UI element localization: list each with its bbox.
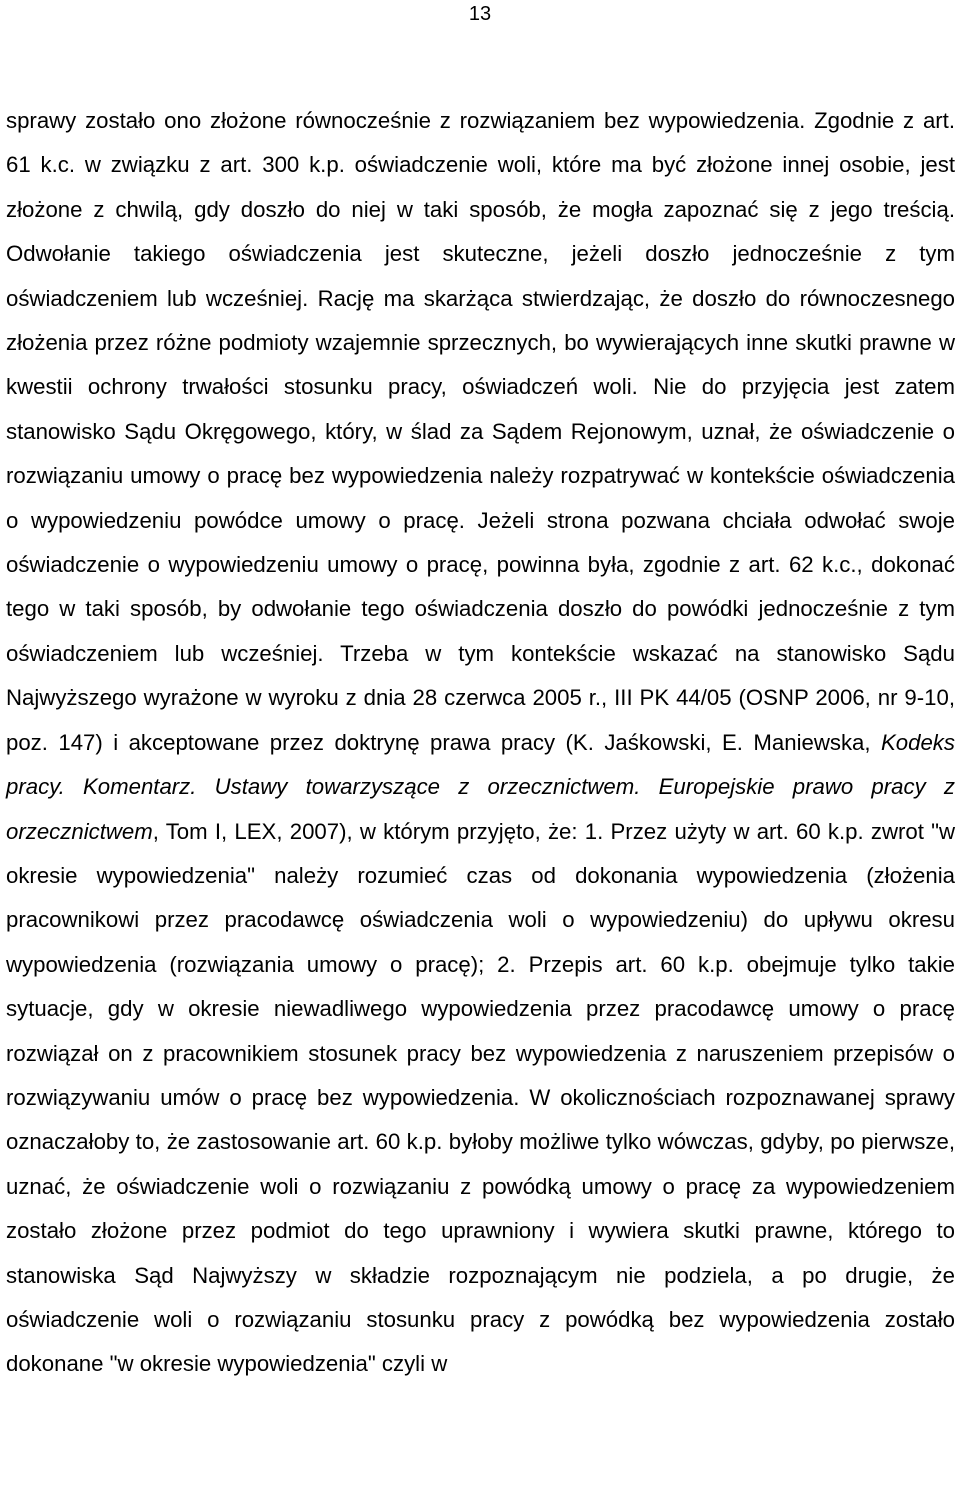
text-segment-3: , Tom I, LEX, 2007), w którym przyjęto, że: 1. Przez użyty w art. 60 k.p. zwrot "w okresie wypowiedzenia" należy rozumieć czas od dokonania wypowiedzenia (złożenia pracownikowi przez pracodawcę oświadczenia woli o wypowiedzeniu) do upływu okresu wypowiedzenia (rozwiązania umowy o pracę); 2. Przepis art. 60 k.p. obejmuje tylko takie sytuacje, gdy w okresie niewadliwego wypowiedzenia przez pracodawcę umowy o pracę rozwiązał on z pracownikiem stosunek pracy bez wypowiedzenia z naruszeniem przepisów o rozwiązywaniu umów o pracę bez wypowiedzenia. W okolicznościach rozpoznawanej sprawy oznaczałoby to, że zastosowanie art. 60 k.p. byłoby możliwe tylko wówczas, gdyby, po pierwsze, uznać, że oświadczenie woli o rozwiązaniu z powódką umowy o pracę za wypowiedzeniem zostało złożone przez podmiot do tego uprawniony i wywiera skutki prawne, którego to stanowiska Sąd Najwyższy w składzie rozpoznającym nie podziela, a po drugie, że oświadczenie woli o rozwiązaniu stosunku pracy z powódką bez wypowiedzenia zostało dokonane "w okresie wypowiedzenia" czyli w [6,818,955,1377]
text-segment-2-italic: Kodeks pracy. Komentarz. Ustawy towarzyszące z orzecznictwem. Europejskie prawo pracy z orzecznictwem [6,729,955,844]
body-paragraph [6,99,955,1387]
text-segment-1: sprawy zostało ono złożone równocześnie z rozwiązaniem bez wypowiedzenia. Zgodnie z art. 61 k.c. w związku z art. 300 k.p. oświadczenie woli, które ma być złożone innej osobie, jest złożone z chwilą, gdy doszło do niej w taki sposób, że mogła zapoznać się z jego treścią. Odwołanie takiego oświadczenia jest skuteczne, jeżeli doszło jednocześnie z tym oświadczeniem lub wcześniej. Rację ma skarżąca stwierdzając, że doszło do równoczesnego złożenia przez różne podmioty wzajemnie sprzecznych, bo wywierających inne skutki prawne w kwestii ochrony trwałości stosunku pracy, oświadczeń woli. Nie do przyjęcia jest zatem stanowisko Sądu Okręgowego, który, w ślad za Sądem Rejonowym, uznał, że oświadczenie o rozwiązaniu umowy o pracę bez wypowiedzenia należy rozpatrywać w kontekście oświadczenia o wypowiedzeniu powódce umowy o pracę. Jeżeli strona pozwana chciała odwołać swoje oświadczenie o wypowiedzeniu umowy o pracę, powinna była, zgodnie z art. 62 k.c., dokonać tego w taki sposób, by odwołanie tego oświadczenia doszło do powódki jednocześnie z tym oświadczeniem lub wcześniej. Trzeba w tym kontekście wskazać na stanowisko Sądu Najwyższego wyrażone w wyroku z dnia 28 czerwca 2005 r., III PK 44/05 (OSNP 2006, nr 9-10, poz. 147) i akceptowane przez doktrynę prawa pracy (K. Jaśkowski, E. Maniewska, [6,108,955,755]
page-number: 13 [468,3,492,25]
